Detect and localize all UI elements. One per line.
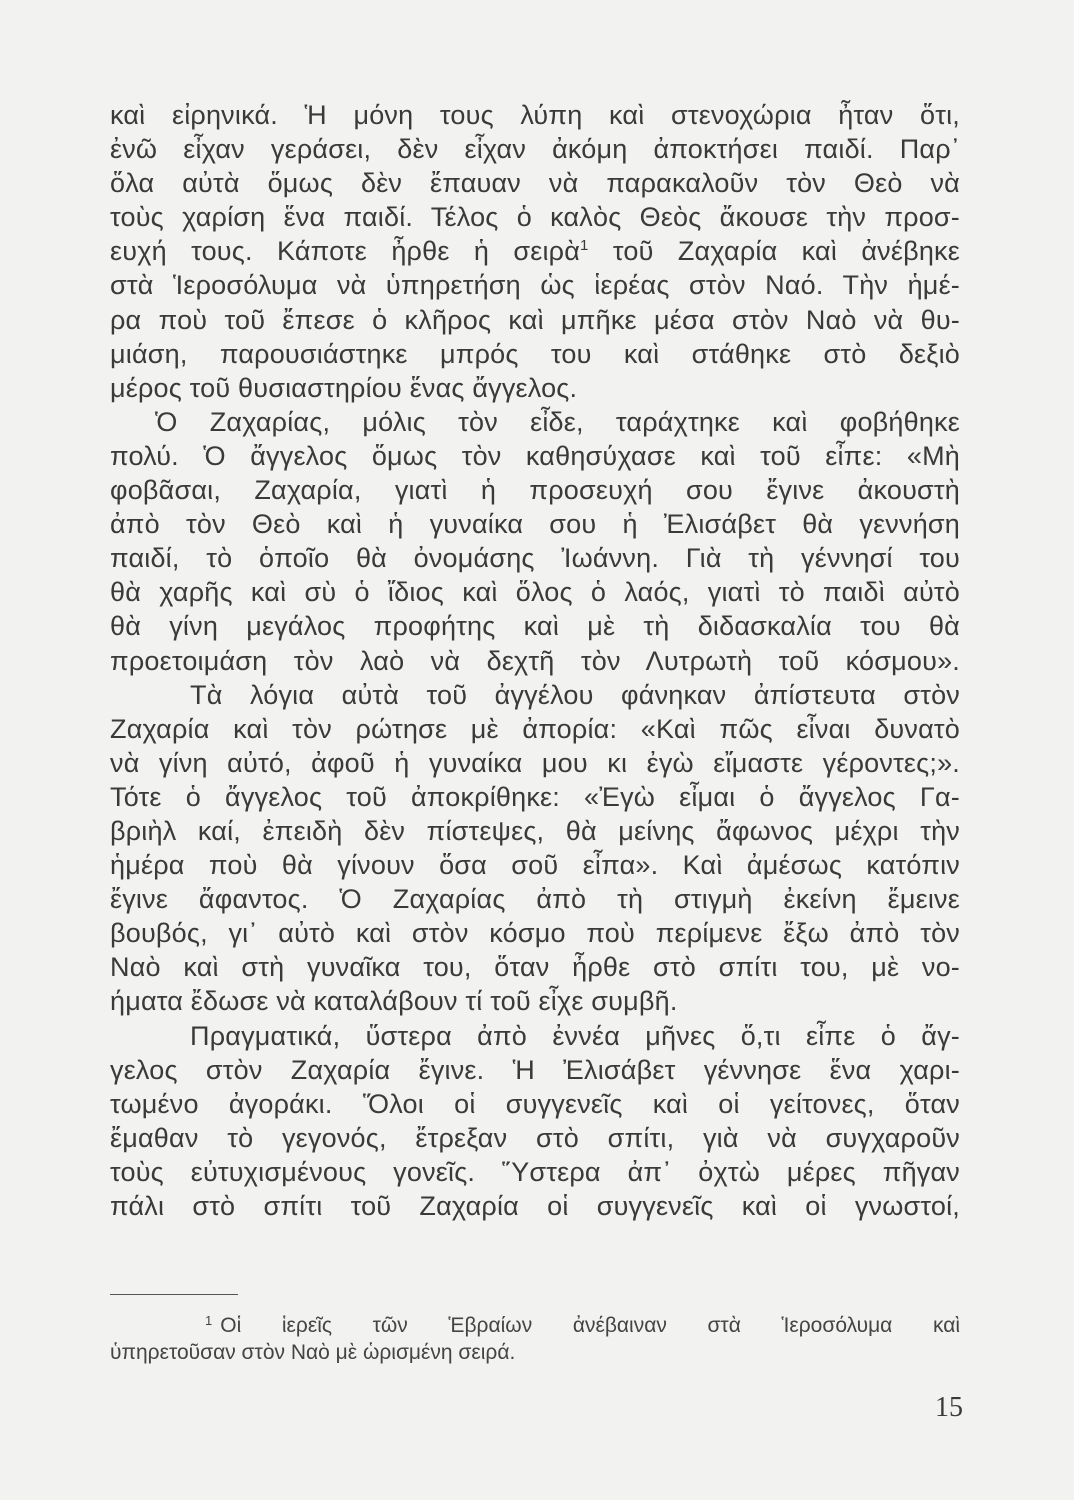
text-line: νὰ γίνη αὐτό, ἀφοῦ ἡ γυναίκα μου κι ἐγὼ εἴμαστε γέροντες;». <box>110 747 960 778</box>
footnote-divider <box>110 1294 238 1295</box>
page-number: 15 <box>935 1392 963 1423</box>
footnote-text: Οἱ ἱερεῖς τῶν Ἑβραίων ἀνέβαιναν στὰ Ἱεροσόλυμα καὶ <box>220 1314 960 1337</box>
footnote-reference: 1 <box>580 237 589 255</box>
text-line: καὶ εἰρηνικά. Ἡ μόνη τους λύπη καὶ στενοχώρια ἦταν ὅτι, <box>110 100 960 130</box>
text-line: τοὺς χαρίση ἕνα παιδί. Τέλος ὁ καλὸς Θεὸς ἄκουσε τὴν προσ- <box>110 202 960 233</box>
text-line: ὅλα αὐτὰ ὅμως δὲν ἔπαυαν νὰ παρακαλοῦν τὸν Θεὸ νὰ <box>110 168 960 199</box>
text-line: Τὰ λόγια αὐτὰ τοῦ ἀγγέλου φάνηκαν ἀπίστευτα στὸν <box>190 679 960 710</box>
text-line-with-footnote-ref <box>110 234 960 268</box>
text-line: βουβός, γι᾽ αὐτὸ καὶ στὸν κόσμο ποὺ περίμενε ἔξω ἀπὸ τὸν <box>110 918 960 949</box>
text-line: φοβᾶσαι, Ζαχαρία, γιατὶ ἡ προσευχή σου ἔγινε ἀκουστὴ <box>110 475 960 506</box>
text-line: ἡμέρα ποὺ θὰ γίνουν ὅσα σοῦ εἶπα». Καὶ ἀμέσως κατόπιν <box>110 850 960 881</box>
text-line: ἐνῶ εἶχαν γεράσει, δὲν εἶχαν ἀκόμη ἀποκτήσει παιδί. Παρ᾽ <box>110 134 960 165</box>
text-line: ήματα ἔδωσε νὰ καταλάβουν τί τοῦ εἶχε συμβῆ. <box>110 986 678 1017</box>
text-line: τωμένο ἀγοράκι. Ὅλοι οἱ συγγενεῖς καὶ οἱ γείτονες, ὅταν <box>110 1088 960 1119</box>
footnote-block <box>110 1305 960 1369</box>
text-line: προετοιμάση τὸν λαὸ νὰ δεχτῆ τὸν Λυτρωτὴ τοῦ κόσμου». <box>110 645 960 676</box>
text-line: ἀπὸ τὸν Θεὸ καὶ ἡ γυναίκα σου ἡ Ἐλισάβετ θὰ γεννήση <box>110 509 960 540</box>
text-line: γελος στὸν Ζαχαρία ἔγινε. Ἡ Ἐλισάβετ γέννησε ἕνα χαρι- <box>110 1054 960 1085</box>
text-line: τοὺς εὐτυχισμένους γονεῖς. Ὕστερα ἀπ᾽ ὀχτὼ μέρες πῆγαν <box>110 1156 960 1187</box>
text-line: πάλι στὸ σπίτι τοῦ Ζαχαρία οἱ συγγενεῖς καὶ οἱ γνωστοί, <box>110 1191 960 1221</box>
text-line: Ζαχαρία καὶ τὸν ρώτησε μὲ ἀπορία: «Καὶ πῶς εἶναι δυνατὸ <box>110 713 960 744</box>
text-line: Τότε ὁ ἄγγελος τοῦ ἀποκρίθηκε: «Ἐγὼ εἶμαι ὁ ἄγγελος Γα- <box>110 781 960 812</box>
text-line: Ναὸ καὶ στὴ γυναῖκα του, ὅταν ἦρθε στὸ σπίτι του, μὲ νο- <box>110 952 960 983</box>
text-line: Πραγματικά, ὕστερα ἀπὸ ἐννέα μῆνες ὅ,τι εἶπε ὁ ἄγ- <box>190 1020 960 1051</box>
text-line: παιδί, τὸ ὁποῖο θὰ ὀνομάσης Ἰωάννη. Γιὰ τὴ γέννησί του <box>110 543 960 574</box>
main-text-block <box>110 98 960 1223</box>
text-line: ἔγινε ἄφαντος. Ὁ Ζαχαρίας ἀπὸ τὴ στιγμὴ ἐκείνη ἔμεινε <box>110 884 960 915</box>
text-line: θὰ χαρῆς καὶ σὺ ὁ ἴδιος καὶ ὅλος ὁ λαός, γιατὶ τὸ παιδὶ αὐτὸ <box>110 577 960 608</box>
text-line: μέρος τοῦ θυσιαστηρίου ἕνας ἄγγελος. <box>110 372 578 403</box>
text-line: Ὁ Ζαχαρίας, μόλις τὸν εἶδε, ταράχτηκε καὶ φοβήθηκε <box>155 406 960 437</box>
footnote-line <box>110 1305 960 1337</box>
text-line: θὰ γίνη μεγάλος προφήτης καὶ μὲ τὴ διδασκαλία του θὰ <box>110 611 960 642</box>
text-line: βριὴλ καί, ἐπειδὴ δὲν πίστεψες, θὰ μείνης ἄφωνος μέχρι τὴν <box>110 815 960 846</box>
text-line: ρα ποὺ τοῦ ἔπεσε ὁ κλῆρος καὶ μπῆκε μέσα στὸν Ναὸ νὰ θυ- <box>110 304 960 335</box>
footnote-line: ὑπηρετοῦσαν στὸν Ναὸ μὲ ὡρισμένη σειρά. <box>110 1341 516 1364</box>
text-line: μιάση, παρουσιάστηκε μπρός του καὶ στάθηκε στὸ δεξιὸ <box>110 338 960 369</box>
footnote-marker: 1 <box>205 1313 213 1328</box>
text-segment: ευχή τους. Κάποτε ἦρθε ἡ σειρὰ <box>110 236 581 267</box>
text-line: στὰ Ἱεροσόλυμα νὰ ὑπηρετήση ὡς ἱερέας στὸν Ναό. Τὴν ἡμέ- <box>110 270 960 301</box>
text-line: πολύ. Ὁ ἄγγελος ὅμως τὸν καθησύχασε καὶ τοῦ εἶπε: «Μὴ <box>110 440 960 471</box>
text-segment: τοῦ Ζαχαρία καὶ ἀνέβηκε <box>588 236 960 267</box>
text-line: ἔμαθαν τὸ γεγονός, ἔτρεξαν στὸ σπίτι, γιὰ νὰ συγχαροῦν <box>110 1122 960 1153</box>
